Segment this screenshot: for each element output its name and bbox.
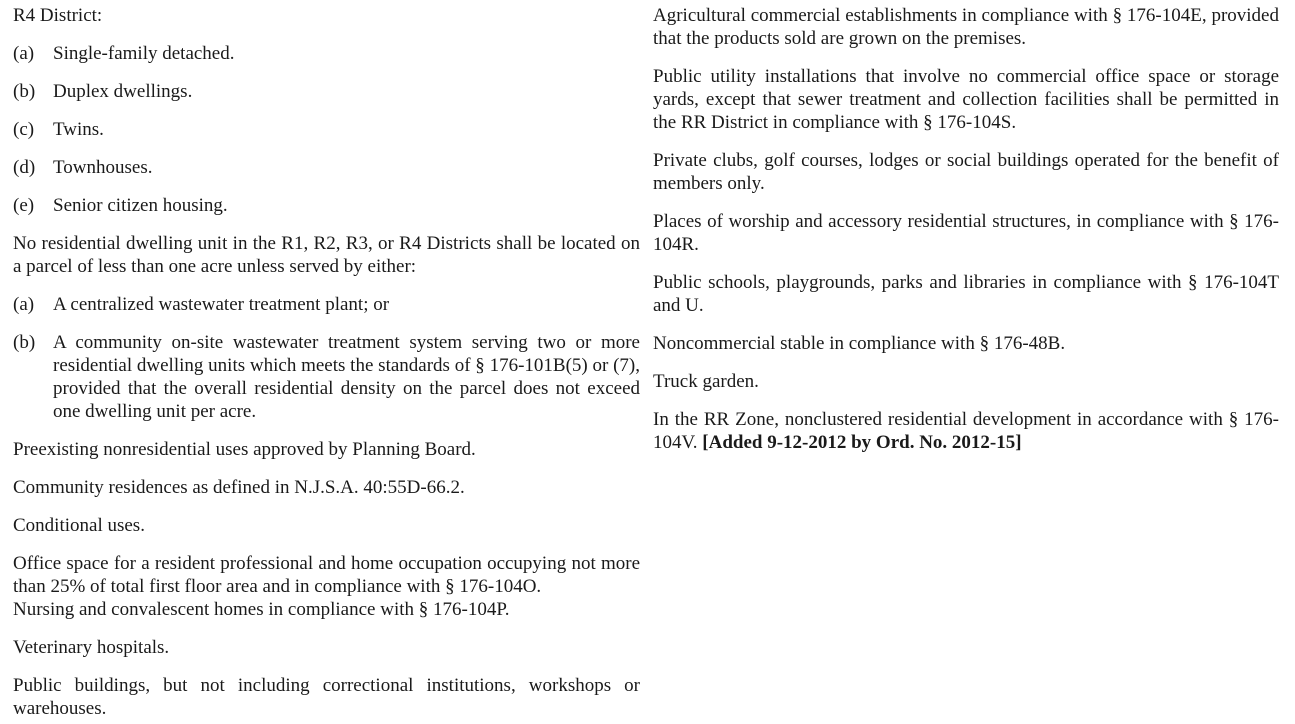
item-text: A centralized wastewater treatment plant; or xyxy=(53,294,390,315)
right-column xyxy=(653,4,1279,454)
truck-garden: Truck garden. xyxy=(653,371,759,392)
veterinary-hospitals: Veterinary hospitals. xyxy=(13,637,170,658)
r4-item-e xyxy=(13,194,640,217)
conditional-uses: Conditional uses. xyxy=(13,515,145,536)
item-marker: (e) xyxy=(13,195,35,216)
item-text: Duplex dwellings. xyxy=(53,81,193,102)
item-text: A community on-site wastewater treatment system serving two or more residential dwelling units which meets the standards of § 176-101B(5) or (7), provided that the overall residential density on the parcel does not exceed one dwelling unit per acre. xyxy=(53,332,640,422)
restriction-item-b xyxy=(13,331,640,423)
item-text: Senior citizen housing. xyxy=(53,195,228,216)
private-clubs: Private clubs, golf courses, lodges or social buildings operated for the benefit of members only. xyxy=(653,150,1279,194)
preexisting-uses: Preexisting nonresidential uses approved by Planning Board. xyxy=(13,439,476,460)
item-text: Twins. xyxy=(53,119,104,140)
r4-item-d xyxy=(13,156,640,179)
r4-item-b xyxy=(13,80,640,103)
left-column xyxy=(13,4,640,720)
public-utility-installations: Public utility installations that involve no commercial office space or storage yards, except that sewer treatment and collection facilities shall be permitted in the RR District in compliance with § 176-104S. xyxy=(653,66,1279,133)
rr-zone-text: In the RR Zone, nonclustered residential development in accordance with § 176-104V. xyxy=(653,409,1279,453)
item-marker: (c) xyxy=(13,119,35,140)
nursing-homes: Nursing and convalescent homes in compliance with § 176-104P. xyxy=(13,599,510,620)
item-marker: (b) xyxy=(13,81,36,102)
r4-item-a xyxy=(13,42,640,65)
item-marker: (b) xyxy=(13,332,36,353)
public-schools: Public schools, playgrounds, parks and libraries in compliance with § 176-104T and U. xyxy=(653,272,1279,316)
item-marker: (a) xyxy=(13,294,35,315)
community-residences: Community residences as defined in N.J.S.A. 40:55D-66.2. xyxy=(13,477,465,498)
restriction-paragraph: No residential dwelling unit in the R1, R2, R3, or R4 Districts shall be located on a parcel of less than one acre unless served by either: xyxy=(13,233,640,277)
r4-district-heading: R4 District: xyxy=(13,5,103,26)
noncommercial-stable: Noncommercial stable in compliance with § 176-48B. xyxy=(653,333,1066,354)
item-text: Single-family detached. xyxy=(53,43,235,64)
rr-zone-paragraph xyxy=(653,408,1279,454)
restriction-item-a xyxy=(13,293,640,316)
public-buildings: Public buildings, but not including correctional institutions, workshops or warehouses. xyxy=(13,675,640,719)
amendment-note: [Added 9-12-2012 by Ord. No. 2012-15] xyxy=(702,432,1022,453)
item-text: Townhouses. xyxy=(53,157,153,178)
office-space: Office space for a resident professional and home occupation occupying not more than 25% of total first floor area and in compliance with § 176-104O. xyxy=(13,553,640,597)
agricultural-establishments: Agricultural commercial establishments in compliance with § 176-104E, provided that the products sold are grown on the premises. xyxy=(653,5,1279,49)
item-marker: (a) xyxy=(13,43,35,64)
places-of-worship: Places of worship and accessory residential structures, in compliance with § 176-104R. xyxy=(653,211,1279,255)
r4-item-c xyxy=(13,118,640,141)
item-marker: (d) xyxy=(13,157,36,178)
